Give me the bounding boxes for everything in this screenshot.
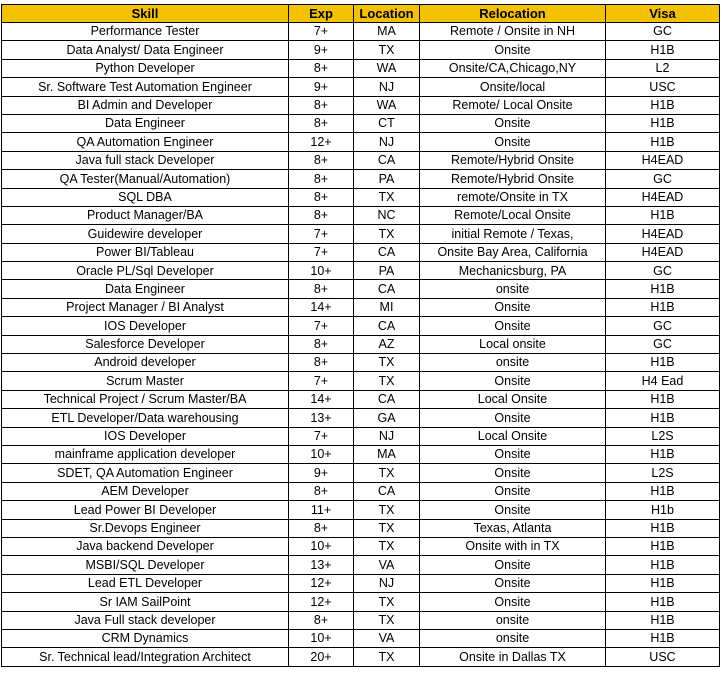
cell-exp: 8+: [289, 114, 354, 132]
cell-exp: 8+: [289, 280, 354, 298]
cell-exp: 8+: [289, 354, 354, 372]
cell-visa: L2S: [606, 427, 720, 445]
cell-visa: L2: [606, 59, 720, 77]
cell-visa: H1b: [606, 501, 720, 519]
cell-skill: Data Analyst/ Data Engineer: [2, 41, 289, 59]
cell-relocation: Onsite with in TX: [420, 537, 606, 555]
table-row: [2, 151, 720, 169]
cell-skill: Project Manager / BI Analyst: [2, 298, 289, 316]
header-exp: Exp: [289, 5, 354, 23]
cell-visa: H4EAD: [606, 151, 720, 169]
cell-skill: Android developer: [2, 354, 289, 372]
cell-exp: 10+: [289, 629, 354, 647]
cell-skill: mainframe application developer: [2, 445, 289, 463]
cell-skill: QA Automation Engineer: [2, 133, 289, 151]
cell-exp: 12+: [289, 133, 354, 151]
header-skill: Skill: [2, 5, 289, 23]
table-row: [2, 611, 720, 629]
cell-relocation: Onsite: [420, 298, 606, 316]
cell-relocation: Remote/ Local Onsite: [420, 96, 606, 114]
cell-skill: Sr.Devops Engineer: [2, 519, 289, 537]
cell-exp: 8+: [289, 188, 354, 206]
cell-relocation: Onsite: [420, 464, 606, 482]
table-row: [2, 409, 720, 427]
cell-location: TX: [354, 464, 420, 482]
cell-visa: GC: [606, 317, 720, 335]
cell-exp: 8+: [289, 170, 354, 188]
cell-location: CT: [354, 114, 420, 132]
cell-location: VA: [354, 629, 420, 647]
cell-skill: Java full stack Developer: [2, 151, 289, 169]
cell-location: NJ: [354, 78, 420, 96]
cell-visa: H4EAD: [606, 225, 720, 243]
cell-location: WA: [354, 96, 420, 114]
cell-visa: H1B: [606, 354, 720, 372]
cell-relocation: Texas, Atlanta: [420, 519, 606, 537]
cell-skill: CRM Dynamics: [2, 629, 289, 647]
cell-skill: QA Tester(Manual/Automation): [2, 170, 289, 188]
cell-skill: Lead ETL Developer: [2, 574, 289, 592]
table-row: [2, 78, 720, 96]
cell-relocation: Onsite: [420, 482, 606, 500]
cell-visa: H1B: [606, 114, 720, 132]
header-visa: Visa: [606, 5, 720, 23]
cell-exp: 9+: [289, 464, 354, 482]
cell-location: GA: [354, 409, 420, 427]
cell-location: TX: [354, 593, 420, 611]
table-row: [2, 225, 720, 243]
cell-exp: 10+: [289, 262, 354, 280]
cell-visa: H1B: [606, 298, 720, 316]
cell-location: TX: [354, 354, 420, 372]
cell-relocation: Remote/Hybrid Onsite: [420, 151, 606, 169]
table-row: [2, 464, 720, 482]
cell-exp: 11+: [289, 501, 354, 519]
cell-relocation: Onsite in Dallas TX: [420, 648, 606, 666]
cell-location: TX: [354, 501, 420, 519]
cell-skill: Sr. Technical lead/Integration Architect: [2, 648, 289, 666]
cell-visa: USC: [606, 78, 720, 96]
table-row: [2, 501, 720, 519]
cell-exp: 10+: [289, 537, 354, 555]
cell-exp: 12+: [289, 593, 354, 611]
cell-visa: H1B: [606, 537, 720, 555]
table-row: [2, 262, 720, 280]
cell-skill: BI Admin and Developer: [2, 96, 289, 114]
cell-visa: H1B: [606, 206, 720, 224]
cell-visa: H1B: [606, 445, 720, 463]
cell-skill: Power BI/Tableau: [2, 243, 289, 261]
cell-location: AZ: [354, 335, 420, 353]
skills-table: [1, 4, 720, 667]
cell-skill: Guidewire developer: [2, 225, 289, 243]
cell-exp: 13+: [289, 409, 354, 427]
table-row: [2, 23, 720, 41]
table-row: [2, 188, 720, 206]
table-row: [2, 593, 720, 611]
cell-exp: 8+: [289, 519, 354, 537]
cell-relocation: remote/Onsite in TX: [420, 188, 606, 206]
cell-visa: GC: [606, 262, 720, 280]
cell-visa: GC: [606, 335, 720, 353]
table-row: [2, 114, 720, 132]
cell-relocation: Mechanicsburg, PA: [420, 262, 606, 280]
cell-skill: Oracle PL/Sql Developer: [2, 262, 289, 280]
table-row: [2, 59, 720, 77]
cell-visa: H1B: [606, 41, 720, 59]
cell-exp: 14+: [289, 298, 354, 316]
cell-relocation: Onsite/CA,Chicago,NY: [420, 59, 606, 77]
cell-exp: 12+: [289, 574, 354, 592]
table-row: [2, 354, 720, 372]
cell-relocation: Remote/Local Onsite: [420, 206, 606, 224]
header-location: Location: [354, 5, 420, 23]
cell-exp: 7+: [289, 23, 354, 41]
cell-relocation: Onsite: [420, 574, 606, 592]
cell-exp: 9+: [289, 78, 354, 96]
cell-exp: 8+: [289, 96, 354, 114]
cell-visa: GC: [606, 170, 720, 188]
cell-exp: 8+: [289, 59, 354, 77]
cell-exp: 10+: [289, 445, 354, 463]
cell-visa: H1B: [606, 280, 720, 298]
cell-skill: Performance Tester: [2, 23, 289, 41]
cell-exp: 20+: [289, 648, 354, 666]
cell-visa: H1B: [606, 611, 720, 629]
cell-visa: L2S: [606, 464, 720, 482]
cell-exp: 7+: [289, 427, 354, 445]
cell-location: MI: [354, 298, 420, 316]
cell-location: TX: [354, 519, 420, 537]
cell-skill: Python Developer: [2, 59, 289, 77]
cell-exp: 7+: [289, 372, 354, 390]
cell-visa: H1B: [606, 629, 720, 647]
cell-location: CA: [354, 280, 420, 298]
table-row: [2, 574, 720, 592]
table-row: [2, 335, 720, 353]
cell-location: TX: [354, 41, 420, 59]
cell-relocation: Onsite: [420, 556, 606, 574]
cell-relocation: Onsite: [420, 114, 606, 132]
table-row: [2, 206, 720, 224]
cell-skill: Data Engineer: [2, 280, 289, 298]
cell-relocation: onsite: [420, 280, 606, 298]
cell-location: NJ: [354, 574, 420, 592]
cell-exp: 8+: [289, 151, 354, 169]
cell-relocation: Onsite: [420, 133, 606, 151]
cell-location: TX: [354, 611, 420, 629]
cell-visa: H1B: [606, 390, 720, 408]
cell-location: TX: [354, 225, 420, 243]
cell-skill: AEM Developer: [2, 482, 289, 500]
cell-relocation: onsite: [420, 629, 606, 647]
cell-exp: 7+: [289, 317, 354, 335]
cell-location: WA: [354, 59, 420, 77]
table-row: [2, 482, 720, 500]
cell-exp: 8+: [289, 611, 354, 629]
cell-location: CA: [354, 317, 420, 335]
cell-skill: Product Manager/BA: [2, 206, 289, 224]
cell-visa: USC: [606, 648, 720, 666]
cell-visa: H4 Ead: [606, 372, 720, 390]
table-row: [2, 133, 720, 151]
cell-location: PA: [354, 262, 420, 280]
cell-location: CA: [354, 151, 420, 169]
cell-exp: 9+: [289, 41, 354, 59]
cell-skill: SQL DBA: [2, 188, 289, 206]
cell-relocation: Remote/Hybrid Onsite: [420, 170, 606, 188]
header-relocation: Relocation: [420, 5, 606, 23]
cell-skill: IOS Developer: [2, 317, 289, 335]
cell-relocation: Onsite/local: [420, 78, 606, 96]
cell-relocation: Local Onsite: [420, 427, 606, 445]
table-row: [2, 390, 720, 408]
cell-skill: ETL Developer/Data warehousing: [2, 409, 289, 427]
cell-visa: H1B: [606, 574, 720, 592]
table-row: [2, 298, 720, 316]
cell-exp: 8+: [289, 206, 354, 224]
cell-skill: Java backend Developer: [2, 537, 289, 555]
table-row: [2, 280, 720, 298]
cell-location: CA: [354, 243, 420, 261]
cell-location: CA: [354, 482, 420, 500]
cell-skill: Data Engineer: [2, 114, 289, 132]
table-row: [2, 427, 720, 445]
cell-visa: H1B: [606, 96, 720, 114]
cell-skill: Technical Project / Scrum Master/BA: [2, 390, 289, 408]
cell-relocation: Local Onsite: [420, 390, 606, 408]
cell-location: NJ: [354, 427, 420, 445]
cell-location: PA: [354, 170, 420, 188]
cell-relocation: Onsite: [420, 317, 606, 335]
cell-visa: H1B: [606, 556, 720, 574]
cell-skill: Salesforce Developer: [2, 335, 289, 353]
cell-exp: 13+: [289, 556, 354, 574]
cell-location: CA: [354, 390, 420, 408]
cell-exp: 7+: [289, 225, 354, 243]
cell-relocation: Onsite: [420, 501, 606, 519]
cell-relocation: Local onsite: [420, 335, 606, 353]
table-row: [2, 372, 720, 390]
cell-location: TX: [354, 188, 420, 206]
cell-exp: 8+: [289, 335, 354, 353]
cell-skill: Sr. Software Test Automation Engineer: [2, 78, 289, 96]
cell-visa: H4EAD: [606, 188, 720, 206]
cell-location: NJ: [354, 133, 420, 151]
table-row: [2, 629, 720, 647]
table-body: [2, 23, 720, 667]
cell-relocation: initial Remote / Texas,: [420, 225, 606, 243]
cell-location: MA: [354, 23, 420, 41]
cell-exp: 8+: [289, 482, 354, 500]
cell-skill: Sr IAM SailPoint: [2, 593, 289, 611]
cell-visa: H1B: [606, 133, 720, 151]
cell-visa: GC: [606, 23, 720, 41]
cell-location: TX: [354, 372, 420, 390]
table-row: [2, 41, 720, 59]
cell-location: NC: [354, 206, 420, 224]
cell-location: TX: [354, 537, 420, 555]
cell-relocation: Onsite: [420, 372, 606, 390]
cell-relocation: Onsite: [420, 409, 606, 427]
table-row: [2, 445, 720, 463]
cell-location: MA: [354, 445, 420, 463]
cell-relocation: onsite: [420, 354, 606, 372]
cell-relocation: Onsite: [420, 593, 606, 611]
table-row: [2, 317, 720, 335]
table-row: [2, 556, 720, 574]
cell-exp: 14+: [289, 390, 354, 408]
cell-location: TX: [354, 648, 420, 666]
cell-relocation: Onsite Bay Area, California: [420, 243, 606, 261]
header-row: [2, 5, 720, 23]
cell-skill: IOS Developer: [2, 427, 289, 445]
cell-skill: Scrum Master: [2, 372, 289, 390]
cell-visa: H1B: [606, 482, 720, 500]
cell-visa: H4EAD: [606, 243, 720, 261]
table-row: [2, 243, 720, 261]
cell-visa: H1B: [606, 593, 720, 611]
cell-relocation: Remote / Onsite in NH: [420, 23, 606, 41]
table-row: [2, 170, 720, 188]
cell-skill: Lead Power BI Developer: [2, 501, 289, 519]
cell-skill: MSBI/SQL Developer: [2, 556, 289, 574]
cell-relocation: Onsite: [420, 445, 606, 463]
table-row: [2, 519, 720, 537]
cell-exp: 7+: [289, 243, 354, 261]
cell-relocation: Onsite: [420, 41, 606, 59]
cell-skill: SDET, QA Automation Engineer: [2, 464, 289, 482]
cell-location: VA: [354, 556, 420, 574]
cell-visa: H1B: [606, 409, 720, 427]
table-row: [2, 648, 720, 666]
cell-visa: H1B: [606, 519, 720, 537]
cell-skill: Java Full stack developer: [2, 611, 289, 629]
table-row: [2, 537, 720, 555]
cell-relocation: onsite: [420, 611, 606, 629]
table-row: [2, 96, 720, 114]
